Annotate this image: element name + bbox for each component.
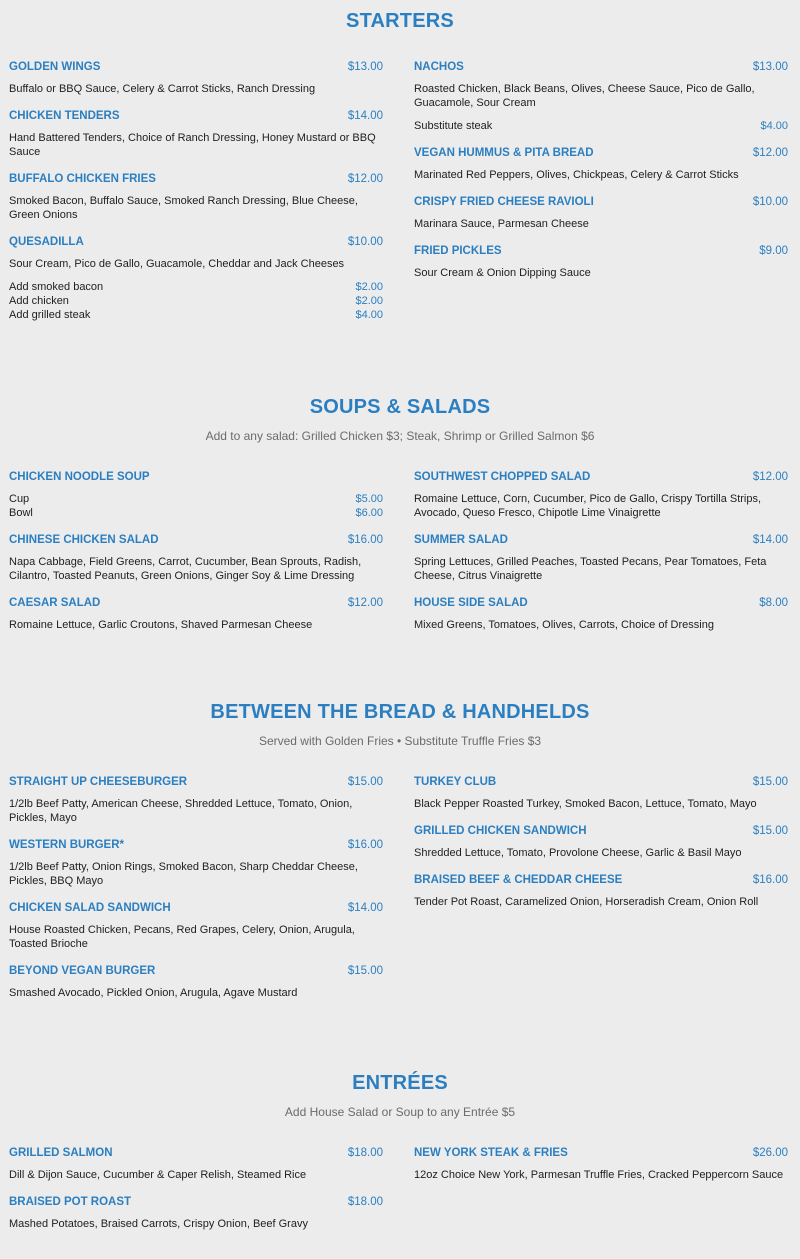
menu-item-price: $14.00 — [347, 110, 383, 122]
menu-item-name: NACHOS — [414, 61, 464, 73]
menu-item-header — [9, 1196, 383, 1208]
menu-item-description: Sour Cream, Pico de Gallo, Guacamole, Cheddar and Jack Cheeses — [9, 258, 345, 270]
menu-item-name: CRISPY FRIED CHEESE RAVIOLI — [414, 196, 594, 208]
menu-item-price: $15.00 — [752, 776, 788, 788]
menu-item-price: $12.00 — [752, 147, 788, 159]
menu-item-price: $26.00 — [752, 1147, 788, 1159]
left-column — [9, 61, 383, 336]
left-column — [9, 776, 383, 1014]
menu-item-header — [9, 110, 383, 122]
menu-option-label: Add grilled steak — [9, 309, 91, 321]
menu-item-price: $14.00 — [752, 534, 788, 546]
menu-item-price: $12.00 — [347, 173, 383, 185]
section-title: STARTERS — [346, 10, 454, 32]
menu-option-label: Add chicken — [9, 295, 69, 307]
menu-item-header — [9, 236, 383, 248]
menu-option-label: Substitute steak — [414, 120, 493, 132]
left-column — [9, 1147, 383, 1245]
menu-item — [9, 776, 383, 825]
menu-item-header — [9, 534, 383, 546]
menu-option-price: $4.00 — [760, 120, 788, 132]
menu-item-price: $13.00 — [347, 61, 383, 73]
menu-item-header — [9, 1147, 383, 1159]
right-column — [414, 61, 788, 294]
menu-item-price: $12.00 — [752, 471, 788, 483]
menu-option-price: $5.00 — [355, 493, 383, 505]
menu-item-description: Mixed Greens, Tomatoes, Olives, Carrots, Choice of Dressing — [414, 619, 714, 631]
section-soups-salads — [0, 396, 800, 631]
menu-option — [9, 280, 383, 294]
menu-item-price: $16.00 — [752, 874, 788, 886]
menu-item-price: $15.00 — [347, 776, 383, 788]
menu-item-description: Spring Lettuces, Grilled Peaches, Toasted Pecans, Pear Tomatoes, Feta Cheese, Citrus Vinaigrette — [414, 556, 767, 582]
menu-item — [9, 1147, 383, 1182]
menu-item-name: CHICKEN TENDERS — [9, 110, 120, 122]
menu-item-description: Smoked Bacon, Buffalo Sauce, Smoked Ranch Dressing, Blue Cheese, Green Onions — [9, 195, 358, 221]
menu-item-name: GRILLED SALMON — [9, 1147, 113, 1159]
menu-item-name: SOUTHWEST CHOPPED SALAD — [414, 471, 591, 483]
menu-item-description: Mashed Potatoes, Braised Carrots, Crispy Onion, Beef Gravy — [9, 1218, 308, 1230]
menu-item-name: CHICKEN NOODLE SOUP — [9, 471, 150, 483]
menu-item-description: Dill & Dijon Sauce, Cucumber & Caper Relish, Steamed Rice — [9, 1169, 307, 1181]
menu-item-header — [414, 196, 788, 208]
section-title: SOUPS & SALADS — [309, 396, 491, 418]
section-entrees — [0, 1072, 800, 1230]
menu-item-description: Napa Cabbage, Field Greens, Carrot, Cucumber, Bean Sprouts, Radish, Cilantro, Toasted Peanuts, Green Onions, Ginger Soy & Lime Dressing — [9, 556, 362, 582]
menu-item — [414, 1147, 788, 1182]
menu-item — [9, 839, 383, 888]
menu-item-description: 1/2lb Beef Patty, American Cheese, Shredded Lettuce, Tomato, Onion, Pickles, Mayo — [9, 798, 353, 824]
menu-item-description: House Roasted Chicken, Pecans, Red Grapes, Celery, Onion, Arugula, Toasted Brioche — [9, 924, 355, 950]
menu-item-name: QUESADILLA — [9, 236, 84, 248]
menu-item-name: BUFFALO CHICKEN FRIES — [9, 173, 156, 185]
menu-item — [414, 874, 788, 909]
menu-item-name: VEGAN HUMMUS & PITA BREAD — [414, 147, 594, 159]
menu-option-label: Cup — [9, 493, 30, 505]
menu-item-header — [9, 597, 383, 609]
menu-item — [9, 597, 383, 632]
menu-item-description: Tender Pot Roast, Caramelized Onion, Horseradish Cream, Onion Roll — [414, 896, 759, 908]
menu-item-price: $18.00 — [347, 1147, 383, 1159]
menu-item-description: Roasted Chicken, Black Beans, Olives, Cheese Sauce, Pico de Gallo, Guacamole, Sour Cream — [414, 83, 755, 109]
menu-item-price: $16.00 — [347, 839, 383, 851]
menu-item-price: $15.00 — [752, 825, 788, 837]
menu-item-name: GOLDEN WINGS — [9, 61, 101, 73]
menu-item — [414, 61, 788, 133]
menu-item — [414, 825, 788, 860]
menu-option — [9, 506, 383, 520]
menu-item-header — [9, 173, 383, 185]
menu-item — [9, 110, 383, 159]
menu-item-name: STRAIGHT UP CHEESEBURGER — [9, 776, 188, 788]
menu-item-header — [9, 839, 383, 851]
menu-item — [414, 196, 788, 231]
menu-option-label: Bowl — [9, 507, 33, 519]
menu-item — [414, 245, 788, 280]
menu-item — [414, 597, 788, 632]
menu-item-name: SUMMER SALAD — [414, 534, 508, 546]
menu-item — [9, 61, 383, 96]
menu-option — [414, 119, 788, 133]
menu-item-header — [9, 61, 383, 73]
menu-item — [9, 173, 383, 222]
menu-item-header — [414, 776, 788, 788]
left-column — [9, 471, 383, 646]
menu-item-header — [414, 597, 788, 609]
menu-option-price: $2.00 — [355, 281, 383, 293]
menu-item-price: $10.00 — [752, 196, 788, 208]
menu-option-price: $6.00 — [355, 507, 383, 519]
menu-item-header — [414, 874, 788, 886]
menu-option-label: Add smoked bacon — [9, 281, 104, 293]
menu-item-options — [9, 280, 383, 322]
section-title: ENTRÉES — [352, 1072, 448, 1094]
menu-item-header — [414, 825, 788, 837]
menu-item-header — [414, 61, 788, 73]
menu-option — [9, 308, 383, 322]
menu-item-price: $18.00 — [347, 1196, 383, 1208]
menu-item-name: TURKEY CLUB — [414, 776, 497, 788]
menu-item — [414, 147, 788, 182]
menu-item-header — [414, 147, 788, 159]
menu-item-price: $13.00 — [752, 61, 788, 73]
menu-item-name: BRAISED POT ROAST — [9, 1196, 132, 1208]
menu-item-name: CHINESE CHICKEN SALAD — [9, 534, 159, 546]
menu-item-description: Marinara Sauce, Parmesan Cheese — [414, 218, 589, 230]
menu-item-name: BRAISED BEEF & CHEDDAR CHEESE — [414, 874, 623, 886]
menu-option — [9, 492, 383, 506]
menu-item — [9, 471, 383, 520]
menu-item-description: Shredded Lettuce, Tomato, Provolone Cheese, Garlic & Basil Mayo — [414, 847, 742, 859]
menu-item — [9, 534, 383, 583]
menu-item — [414, 471, 788, 520]
menu-item-price: $12.00 — [347, 597, 383, 609]
menu-item — [9, 965, 383, 1000]
menu-item-price: $10.00 — [347, 236, 383, 248]
menu-item-options — [9, 492, 383, 520]
menu-item-header — [9, 965, 383, 977]
menu-option — [9, 294, 383, 308]
menu-item-description: Romaine Lettuce, Corn, Cucumber, Pico de Gallo, Crispy Tortilla Strips, Avocado, Queso Fresco, Chipotle Lime Vinaigrette — [414, 493, 762, 519]
menu-item — [9, 236, 383, 322]
menu-item-description: Buffalo or BBQ Sauce, Celery & Carrot Sticks, Ranch Dressing — [9, 83, 316, 95]
menu-item-description: Sour Cream & Onion Dipping Sauce — [414, 267, 591, 279]
menu-item-header — [414, 1147, 788, 1159]
menu-item-price: $8.00 — [759, 597, 788, 609]
menu-item-name: CHICKEN SALAD SANDWICH — [9, 902, 171, 914]
section-subtitle: Served with Golden Fries • Substitute Truffle Fries $3 — [258, 734, 542, 748]
right-column — [414, 1147, 788, 1196]
menu-item-name: BEYOND VEGAN BURGER — [9, 965, 156, 977]
menu-item-header — [9, 471, 383, 483]
menu-item — [9, 1196, 383, 1231]
menu-option-price: $4.00 — [355, 309, 383, 321]
menu-item-description: Black Pepper Roasted Turkey, Smoked Bacon, Lettuce, Tomato, Mayo — [414, 798, 757, 810]
section-handhelds — [0, 701, 800, 999]
menu-item-price: $16.00 — [347, 534, 383, 546]
menu-item-options — [414, 119, 788, 133]
menu-item-price: $14.00 — [347, 902, 383, 914]
menu-item-header — [414, 471, 788, 483]
menu-item-name: NEW YORK STEAK & FRIES — [414, 1147, 568, 1159]
menu-item-description: Marinated Red Peppers, Olives, Chickpeas, Celery & Carrot Sticks — [414, 169, 739, 181]
right-column — [414, 776, 788, 923]
menu-option-price: $2.00 — [355, 295, 383, 307]
menu-item — [9, 902, 383, 951]
section-subtitle: Add to any salad: Grilled Chicken $3; Steak, Shrimp or Grilled Salmon $6 — [205, 429, 595, 443]
section-title: BETWEEN THE BREAD & HANDHELDS — [210, 701, 590, 723]
menu-item-header — [414, 534, 788, 546]
menu-item-name: FRIED PICKLES — [414, 245, 502, 257]
menu-item-price: $9.00 — [759, 245, 788, 257]
menu-item — [414, 534, 788, 583]
menu-item-price: $15.00 — [347, 965, 383, 977]
menu-item-description: Romaine Lettuce, Garlic Croutons, Shaved Parmesan Cheese — [9, 619, 313, 631]
right-column — [414, 471, 788, 646]
menu-item-description: 1/2lb Beef Patty, Onion Rings, Smoked Bacon, Sharp Cheddar Cheese, Pickles, BBQ Mayo — [9, 861, 358, 887]
menu-item-name: GRILLED CHICKEN SANDWICH — [414, 825, 587, 837]
menu-item-name: CAESAR SALAD — [9, 597, 101, 609]
menu-item-header — [9, 776, 383, 788]
section-starters — [0, 10, 800, 321]
menu-item-description: Hand Battered Tenders, Choice of Ranch Dressing, Honey Mustard or BBQ Sauce — [9, 132, 376, 158]
menu-item-header — [414, 245, 788, 257]
menu-item — [414, 776, 788, 811]
menu-item-header — [9, 902, 383, 914]
menu-item-description: 12oz Choice New York, Parmesan Truffle Fries, Cracked Peppercorn Sauce — [414, 1169, 784, 1181]
menu-item-description: Smashed Avocado, Pickled Onion, Arugula, Agave Mustard — [9, 987, 298, 999]
menu-item-name: HOUSE SIDE SALAD — [414, 597, 528, 609]
menu-item-name: WESTERN BURGER* — [9, 839, 125, 851]
section-subtitle: Add House Salad or Soup to any Entrée $5 — [284, 1105, 516, 1119]
